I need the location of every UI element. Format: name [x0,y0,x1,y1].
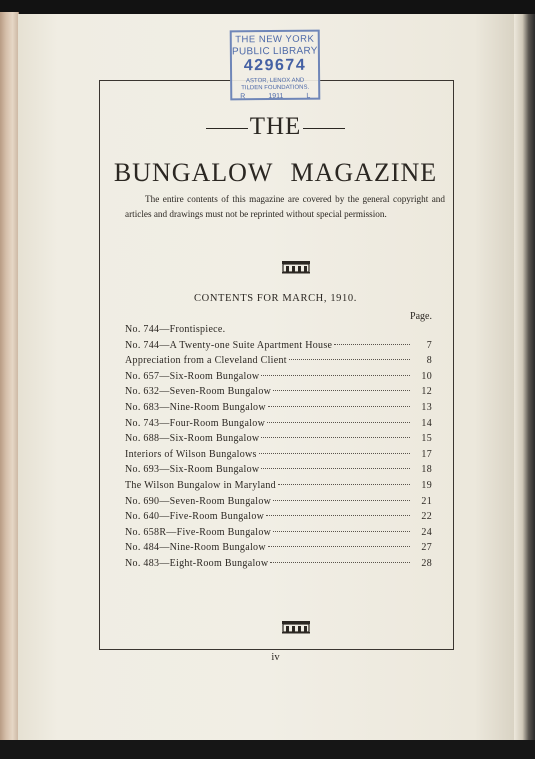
library-stamp [230,30,321,101]
toc-entry-title: No. 640—Five-Room Bungalow [125,511,265,523]
toc-leader-dots [261,375,410,376]
toc-entry-title: No. 657—Six-Room Bungalow [125,370,260,382]
toc-leader-dots [266,515,410,516]
toc-entry-page: 24 [421,526,432,538]
toc-entry-title: No. 483—Eight-Room Bungalow [125,557,269,569]
toc-entry [125,525,432,541]
page-folio: iv [271,652,280,663]
stamp-accession-number: 429674 [243,56,307,74]
toc-entry-page: 14 [421,417,432,429]
title-the-text: THE [249,113,302,140]
toc-entry-page: 13 [421,401,432,413]
stamp-line-1: THE NEW YORK [235,33,315,46]
toc-entry-title: No. 744—A Twenty-one Suite Apartment House [125,339,333,351]
stamp-line-4: ASTOR, LENOX AND [245,77,305,84]
page-edge-shadow [514,14,535,740]
toc-entry-page: 17 [421,448,432,460]
book-binding [0,12,19,742]
contents-heading: CONTENTS FOR MARCH, 1910. [194,293,357,304]
toc-entry-page: 7 [426,339,432,351]
toc-entry [125,462,432,478]
toc-entry [125,540,432,556]
stamp-mark-left: R [240,92,246,100]
toc-entry-title: Appreciation from a Cleveland Client [125,355,287,367]
table-of-contents [125,322,432,572]
toc-leader-dots [273,531,410,532]
title-the [99,113,452,141]
toc-leader-dots [273,500,410,501]
toc-leader-dots [278,484,410,485]
page-column-label: Page. [410,311,432,322]
toc-entry-page: 27 [421,542,432,554]
stamp-line-2: PUBLIC LIBRARY [231,45,318,57]
toc-entry-page: 8 [426,355,432,367]
toc-leader-dots [261,468,410,469]
toc-entry [125,431,432,447]
bungalow-ornament-icon [281,620,311,634]
toc-entry [125,353,432,369]
toc-leader-dots [289,359,410,360]
toc-entry-title: No. 688—Six-Room Bungalow [125,433,260,445]
toc-entry-title: Interiors of Wilson Bungalows [125,448,257,460]
bungalow-ornament-icon [281,260,311,274]
toc-leader-dots [268,406,410,407]
stamp-bottom-line [232,92,318,100]
toc-leader-dots [268,546,410,547]
toc-entry-title: No. 690—Seven-Room Bungalow [125,495,272,507]
toc-leader-dots [259,453,410,454]
toc-entry [125,322,432,338]
toc-entry-title: No. 658R—Five-Room Bungalow [125,526,272,538]
toc-entry-title: No. 484—Nine-Room Bungalow [125,542,266,554]
stamp-mark-right: L [306,92,311,100]
toc-entry-page: 28 [421,557,432,569]
stamp-year: 1911 [268,92,284,100]
toc-leader-dots [334,344,410,345]
toc-entry [125,384,432,400]
toc-entry-page: 15 [421,433,432,445]
toc-entry-page: 22 [421,511,432,523]
toc-entry-page: 10 [421,370,432,382]
copyright-notice: The entire contents of this magazine are covered by the general copyright and articles and drawings must not be reprinted without special permission. [125,194,445,219]
toc-entry [125,369,432,385]
title-rule-left [206,128,248,130]
toc-entry [125,509,432,525]
magazine-title: BUNGALOW MAGAZINE [113,158,438,187]
toc-entry [125,494,432,510]
scan-top-edge [0,0,535,14]
toc-entry-page: 18 [421,464,432,476]
toc-entry-title: No. 632—Seven-Room Bungalow [125,386,272,398]
toc-entry [125,400,432,416]
toc-entry-title: No. 693—Six-Room Bungalow [125,464,260,476]
toc-entry [125,416,432,432]
toc-entry-page: 12 [421,386,432,398]
stamp-line-5: TILDEN FOUNDATIONS. [241,84,310,91]
toc-leader-dots [267,422,410,423]
toc-leader-dots [261,437,410,438]
toc-leader-dots [270,562,410,563]
toc-entry [125,447,432,463]
scan-bottom-edge [0,740,535,759]
toc-entry-title: No. 743—Four-Room Bungalow [125,417,266,429]
toc-entry-title: No. 744—Frontispiece. [125,324,226,335]
toc-entry-title: The Wilson Bungalow in Maryland [125,479,276,491]
toc-entry-page: 19 [421,479,432,491]
toc-entry [125,478,432,494]
toc-entry-page: 21 [421,495,432,507]
toc-entry [125,338,432,354]
toc-entry-title: No. 683—Nine-Room Bungalow [125,401,266,413]
title-rule-right [303,128,345,130]
toc-leader-dots [273,390,410,391]
toc-entry [125,556,432,572]
